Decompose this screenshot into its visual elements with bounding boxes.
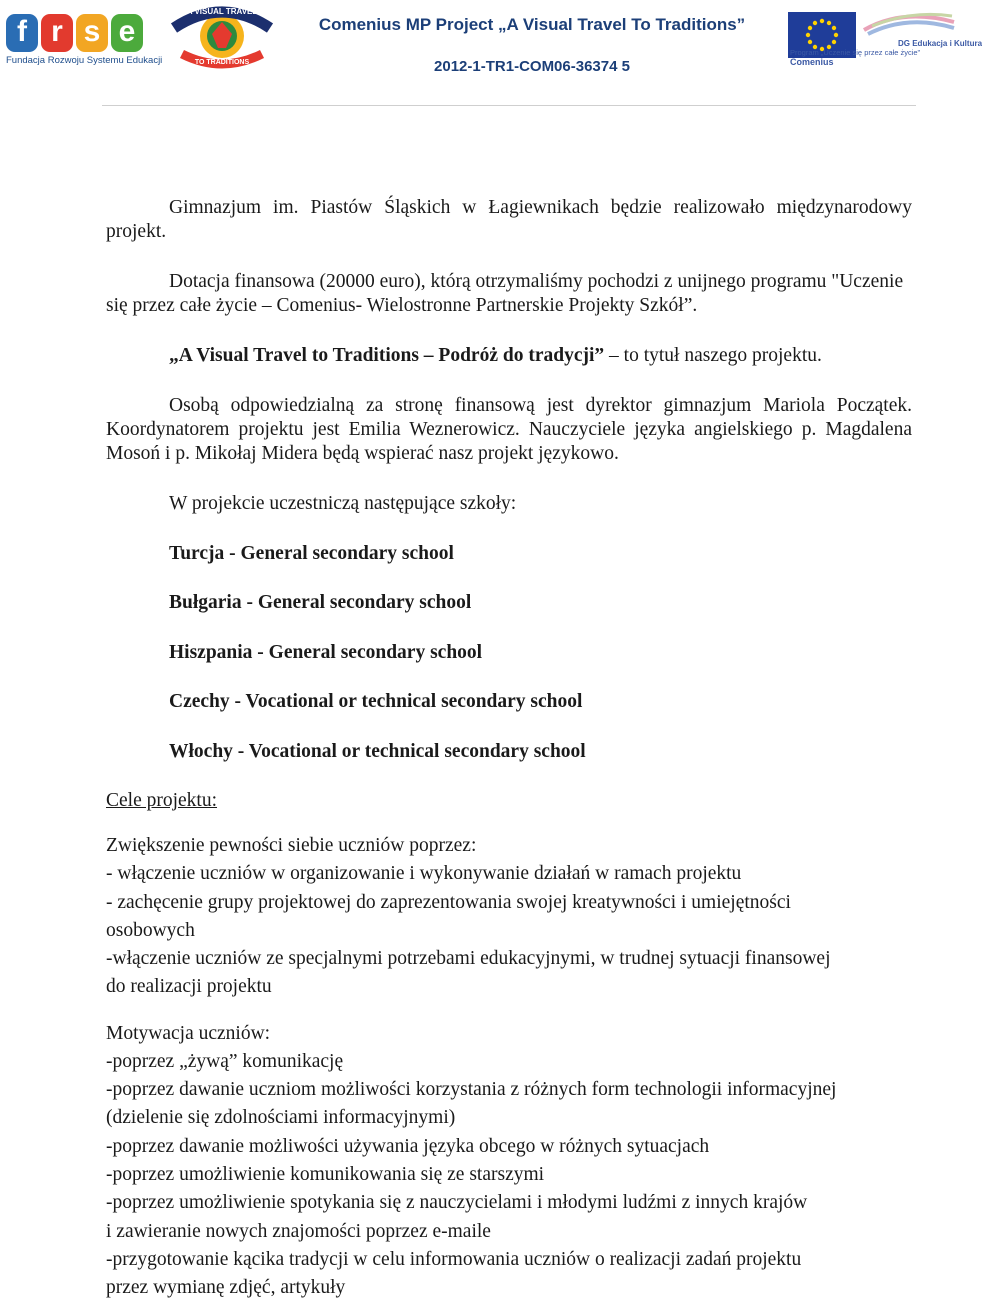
- project-name-paragraph: [106, 344, 912, 368]
- frse-letter: f: [6, 14, 38, 52]
- dg-label: DG Edukacja i Kultura: [898, 39, 982, 48]
- motivation-line: -przygotowanie kącika tradycji w celu informowania uczniów o realizacji zadań projektu: [106, 1249, 802, 1270]
- frse-letter: e: [111, 14, 143, 52]
- motivation-line: Motywacja uczniów:: [106, 1023, 271, 1044]
- header-divider: [102, 105, 916, 106]
- frse-letter: r: [41, 14, 73, 52]
- confidence-line: do realizacji projektu: [106, 976, 272, 997]
- comenius-swoosh-icon: [862, 12, 956, 36]
- motivation-line: -poprzez „żywą” komunikację: [106, 1051, 344, 1072]
- school-item: Bułgaria - General secondary school: [169, 592, 472, 613]
- school-item: Hiszpania - General secondary school: [169, 642, 483, 663]
- goals-heading: Cele projektu:: [106, 790, 218, 811]
- school-item: Turcja - General secondary school: [169, 543, 454, 564]
- comenius-label: Comenius: [790, 57, 834, 67]
- school-item: Włochy - Vocational or technical secondary school: [169, 741, 586, 762]
- frse-logo: [6, 14, 163, 68]
- page-header: [0, 0, 982, 108]
- funding-paragraph: Dotacja finansowa (20000 euro), którą otrzymaliśmy pochodzi z unijnego programu "Uczenie się przez całe życie – Comenius- Wielostronne Partnerskie Projekty Szkół”.: [106, 271, 904, 316]
- confidence-line: - zachęcenie grupy projektowej do zaprezentowania swojej kreatywności i umiejętności: [106, 892, 791, 913]
- school-item: Czechy - Vocational or technical secondary school: [169, 691, 583, 712]
- motivation-line: (dzielenie się zdolnościami informacyjnymi): [106, 1107, 456, 1128]
- frse-letters: [6, 14, 148, 52]
- intro-paragraph: Gimnazjum im. Piastów Śląskich w Łagiewnikach będzie realizowało międzynarodowy projekt.: [106, 197, 912, 242]
- frse-caption: Fundacja Rozwoju Systemu Edukacji: [6, 55, 163, 66]
- motivation-line: przez wymianę zdjęć, artykuły: [106, 1277, 346, 1298]
- project-name: „A Visual Travel to Traditions – Podróż do tradycji”: [169, 345, 605, 366]
- confidence-line: - włączenie uczniów w organizowanie i wykonywanie działań w ramach projektu: [106, 863, 742, 884]
- confidence-line: -włączenie uczniów ze specjalnymi potrzebami edukacyjnymi, w trudnej sytuacji finansowej: [106, 948, 831, 969]
- project-title: Comenius MP Project „A Visual Travel To Traditions”: [318, 15, 746, 34]
- confidence-line: osobowych: [106, 920, 195, 941]
- confidence-line: Zwiększenie pewności siebie uczniów poprzez:: [106, 835, 477, 856]
- project-code: 2012-1-TR1-COM06-36374 5: [434, 58, 630, 75]
- frse-letter: s: [76, 14, 108, 52]
- visual-travel-logo: [168, 4, 276, 66]
- responsible-paragraph: Osobą odpowiedzialną za stronę finansową jest dyrektor gimnazjum Mariola Początek. Koordynatorem projektu jest Emilia Weznerowicz. Nauczyciele języka angielskiego p. Magdalena Mosoń i p. Mikołaj Midera będą wspierać nasz projekt językowo.: [106, 395, 912, 464]
- schools-intro: W projekcie uczestniczą następujące szkoły:: [169, 493, 517, 514]
- motivation-line: i zawieranie nowych znajomości poprzez e-maile: [106, 1221, 491, 1242]
- program-label: Program „Uczenie się przez całe życie”: [790, 48, 921, 57]
- project-name-rest: – to tytuł naszego projektu.: [604, 345, 822, 366]
- motivation-line: -poprzez dawanie uczniom możliwości korzystania z różnych form technologii informacyjnej: [106, 1079, 837, 1100]
- motivation-line: -poprzez umożliwienie spotykania się z nauczycielami i młodymi ludźmi z innych krajów: [106, 1192, 808, 1213]
- eu-comenius-logo: [788, 12, 982, 70]
- motivation-line: -poprzez umożliwienie komunikowania się ze starszymi: [106, 1164, 545, 1185]
- svg-text:TO TRADITIONS: TO TRADITIONS: [194, 59, 250, 66]
- svg-text:A VISUAL TRAVEL: A VISUAL TRAVEL: [186, 7, 258, 16]
- motivation-line: -poprzez dawanie możliwości używania języka obcego w różnych sytuacjach: [106, 1136, 710, 1157]
